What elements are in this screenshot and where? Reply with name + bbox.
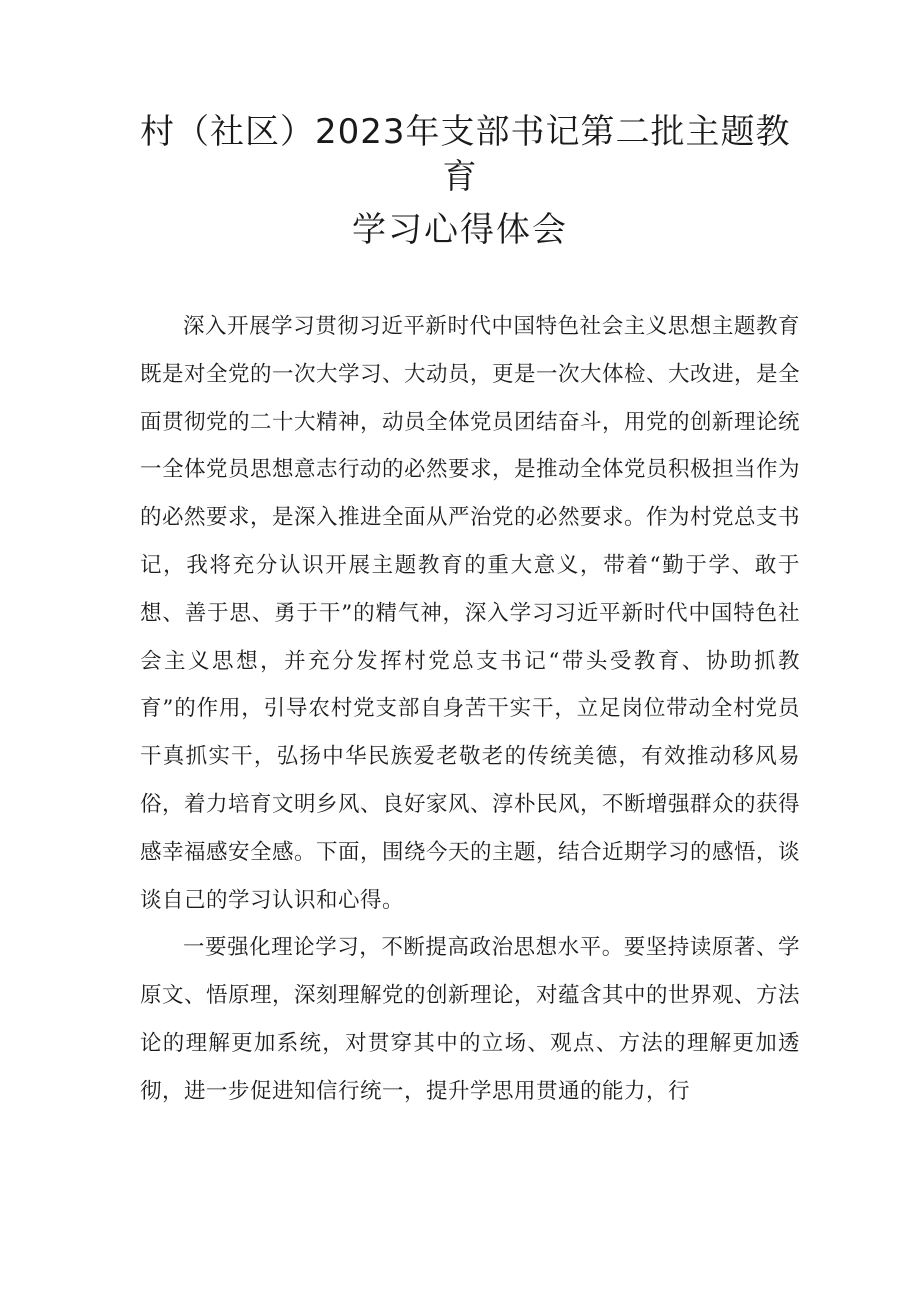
- paragraph-point-one: 一要强化理论学习，不断提高政治思想水平。要坚持读原著、学原文、悟原理，深刻理解党的创新理论，对蕴含其中的世界观、方法论的理解更加系统，对贯穿其中的立场、观点、方法的理解更加透彻，进一步促进知信行统一，提升学思用贯通的能力，行: [140, 935, 801, 1104]
- paragraph-intro: 深入开展学习贯彻习近平新时代中国特色社会主义思想主题教育既是对全党的一次大学习、大动员，更是一次大体检、大改进，是全面贯彻党的二十大精神，动员全体党员团结奋斗，用党的创新理论统一全体党员思想意志行动的必然要求，是推动全体党员积极担当作为的必然要求，是深入推进全面从严治党的必然要求。作为村党总支书记，我将充分认识开展主题教育的重大意义，带着“勤于学、敢于想、善于思、勇于干”的精气神，深入学习习近平新时代中国特色社会主义思想，并充分发挥村党总支书记“带头受教育、协助抓教育”的作用，引导农村党支部自身苦干实干，立足岗位带动全村党员干真抓实干，弘扬中华民族爱老敬老的传统美德，有效推动移风易俗，着力培育文明乡风、良好家风、淳朴民风，不断增强群众的获得感幸福感安全感。下面，围绕今天的主题，结合近期学习的感悟，谈谈自己的学习认识和心得。: [140, 314, 801, 913]
- document-subtitle: 学习心得体会: [352, 210, 568, 250]
- title-line-2: 育: [442, 157, 478, 197]
- document-body: [140, 303, 800, 1116]
- title-line-1: 村（社区）2023年支部书记第二批主题教: [140, 112, 791, 152]
- document-title: [140, 110, 791, 200]
